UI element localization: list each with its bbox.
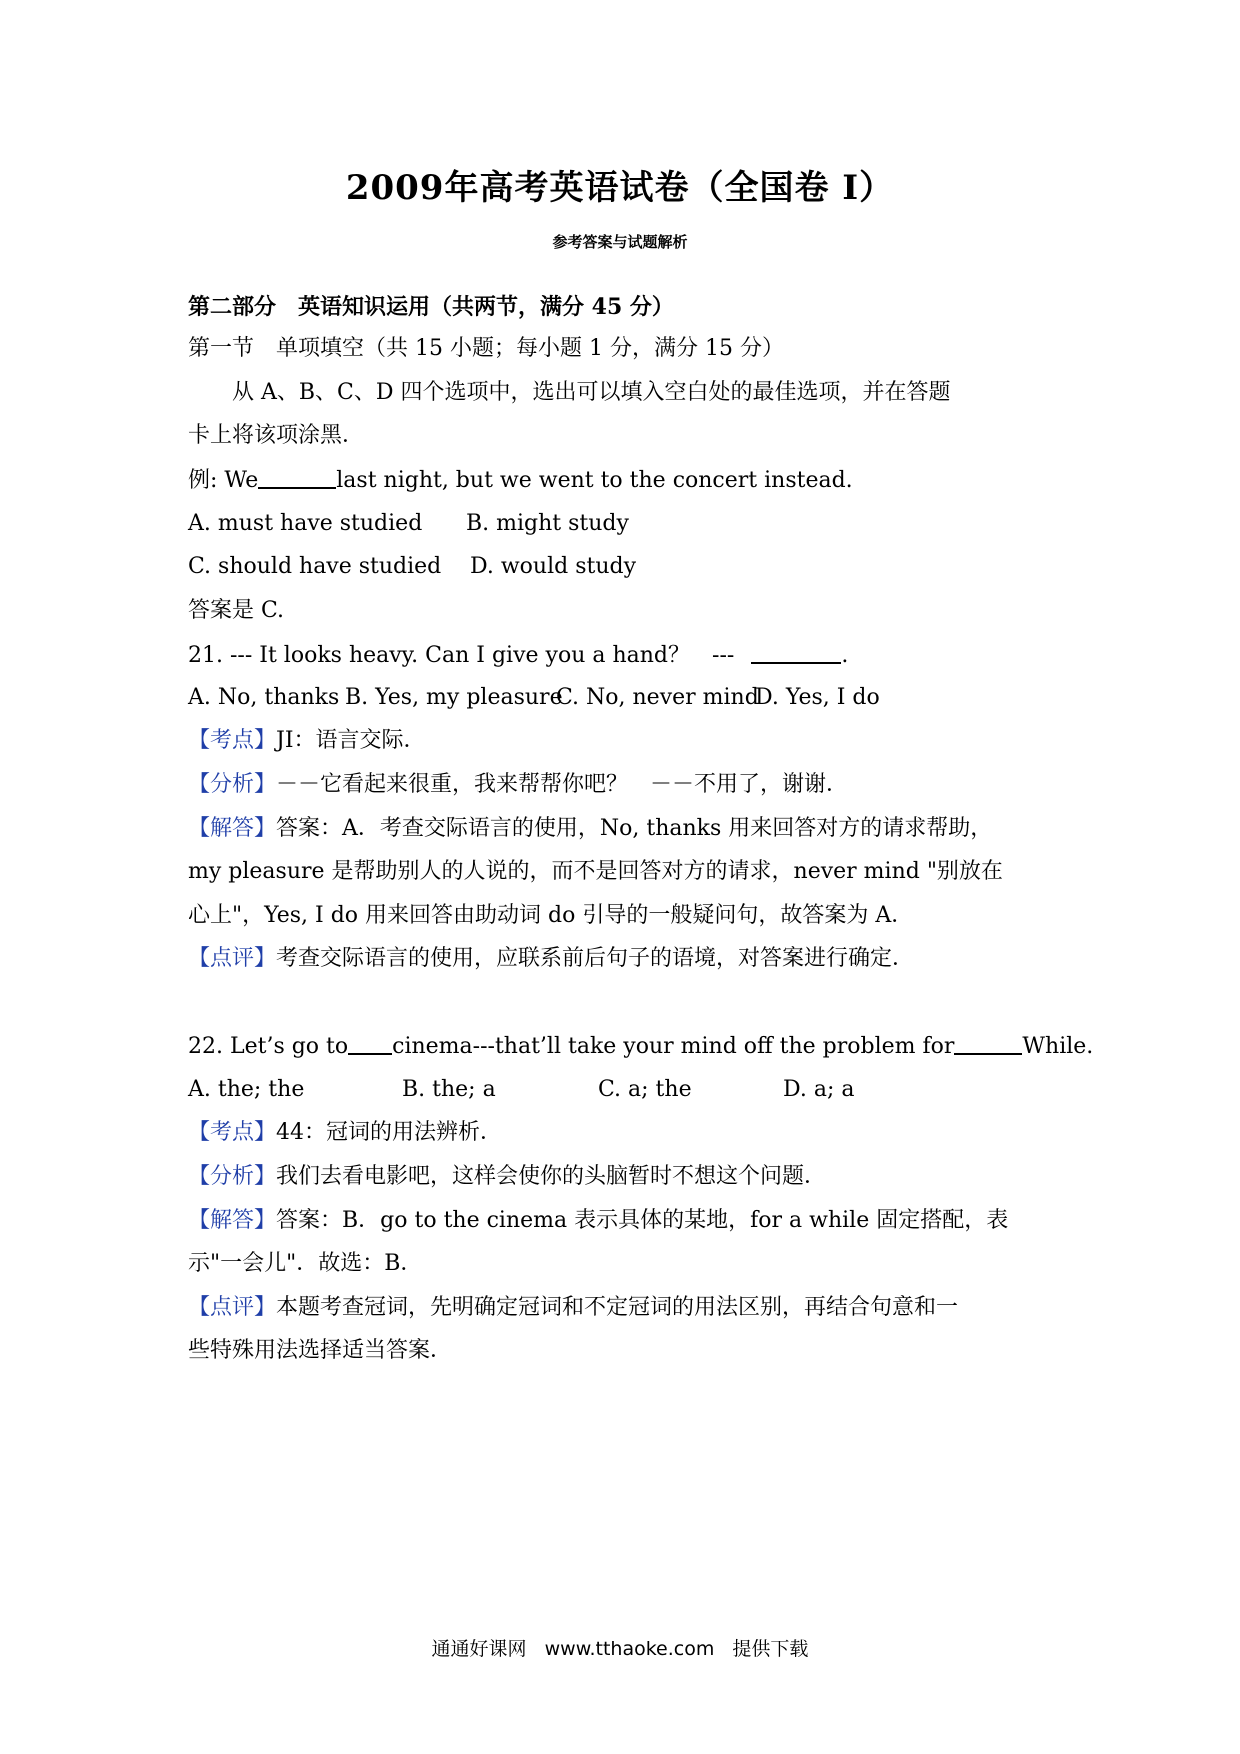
answer-blank — [751, 640, 841, 664]
q22-fenxi-text: 我们去看电影吧，这样会使你的头脑暂时不想这个问题． — [276, 1164, 827, 1189]
q22-dianping-line-2: 些特殊用法选择适当答案． — [188, 1338, 453, 1363]
fenxi-tag: 【分析】 — [188, 1164, 277, 1189]
fenxi-tag: 【分析】 — [188, 772, 277, 797]
example-stem — [188, 465, 853, 496]
instruction-line-1: 从 A、B、C、D 四个选项中，选出可以填入空白处的最佳选项，并在答题 — [232, 380, 951, 405]
footer-url[interactable]: www.tthaoke.com — [544, 1638, 715, 1660]
q21-jieda-line-3: 心上"，Yes, I do 用来回答由助动词 do 引导的一般疑问句，故答案为 A． — [188, 903, 914, 928]
q22-stem-a: 22. Let’s go to — [188, 1034, 349, 1059]
dianping-tag: 【点评】 — [188, 1295, 277, 1320]
footer-site-name: 通通好课网 — [431, 1638, 527, 1660]
q21-stem-end: . — [841, 643, 849, 668]
q21-stem — [188, 640, 848, 671]
example-prefix: 例: We — [188, 468, 259, 493]
q22-option-a: A. the; the — [188, 1077, 305, 1102]
q22-stem-c: While. — [1022, 1034, 1094, 1059]
q22-option-c: C. a; the — [598, 1077, 692, 1102]
q21-fenxi — [188, 770, 848, 800]
page-title: 2009年高考英语试卷（全国卷 I） — [345, 168, 895, 208]
q22-jieda-line-1 — [188, 1206, 1008, 1236]
q21-fenxi-text: －－它看起来很重，我来帮帮你吧？ －－不用了，谢谢． — [276, 772, 849, 797]
q21-jieda-line-1 — [188, 814, 992, 844]
q21-stem-text: 21. --- It looks heavy. Can I give you a hand？ --- — [188, 643, 735, 668]
footer-note: 提供下载 — [732, 1638, 809, 1660]
q21-option-c: C. No, never mind — [556, 685, 759, 710]
q21-option-d: D. Yes, I do — [755, 685, 880, 710]
example-answer: 答案是 C. — [188, 598, 285, 623]
jieda-tag: 【解答】 — [188, 1208, 277, 1233]
answer-blank — [348, 1031, 392, 1055]
q22-jieda-line-2: 示"一会儿"．故选：B． — [188, 1251, 423, 1276]
instruction-line-2: 卡上将该项涂黑． — [188, 423, 365, 448]
q22-kaodian — [188, 1118, 502, 1148]
q21-jieda-line-2: my pleasure 是帮助别人的人说的，而不是回答对方的请求，never mind "别放在 — [188, 859, 1003, 884]
answer-blank — [258, 465, 336, 489]
q21-kaodian-text: JI：语言交际． — [276, 728, 426, 753]
example-option-d: D. would study — [470, 554, 637, 579]
part-heading: 第二部分 英语知识运用（共两节，满分 45 分） — [188, 294, 674, 320]
q21-option-a: A. No, thanks — [188, 685, 340, 710]
page-footer — [0, 1634, 1240, 1661]
kaodian-tag: 【考点】 — [188, 1120, 277, 1145]
q22-dianping-text-1: 本题考查冠词，先明确定冠词和不定冠词的用法区别，再结合句意和一 — [276, 1295, 959, 1320]
q21-kaodian — [188, 726, 426, 756]
answer-blank — [954, 1031, 1022, 1055]
example-suffix: last night, but we went to the concert instead. — [336, 468, 853, 493]
jieda-tag: 【解答】 — [188, 816, 277, 841]
example-option-a: A. must have studied — [188, 511, 423, 536]
q21-option-b: B. Yes, my pleasure — [345, 685, 563, 710]
kaodian-tag: 【考点】 — [188, 728, 277, 753]
q22-option-b: B. the; a — [402, 1077, 496, 1102]
q22-fenxi — [188, 1162, 826, 1192]
example-option-c: C. should have studied — [188, 554, 442, 579]
page-subtitle: 参考答案与试题解析 — [552, 233, 688, 251]
q22-stem — [188, 1031, 1093, 1062]
q22-jieda-text-1: 答案：B．go to the cinema 表示具体的某地，for a while 固定搭配，表 — [276, 1208, 1009, 1233]
section-heading: 第一节 单项填空（共 15 小题；每小题 1 分，满分 15 分） — [188, 336, 784, 361]
q22-kaodian-text: 44：冠词的用法辨析． — [276, 1120, 503, 1145]
example-option-b: B. might study — [466, 511, 629, 536]
q21-dianping-text: 考查交际语言的使用，应联系前后句子的语境，对答案进行确定． — [276, 946, 915, 971]
q21-dianping — [188, 944, 914, 974]
q22-option-d: D. a; a — [783, 1077, 855, 1102]
q22-dianping-line-1 — [188, 1293, 958, 1323]
q22-stem-b: cinema---that’ll take your mind off the problem for — [392, 1034, 955, 1059]
dianping-tag: 【点评】 — [188, 946, 277, 971]
q21-jieda-text-1: 答案：A．考查交际语言的使用，No, thanks 用来回答对方的请求帮助， — [276, 816, 993, 841]
